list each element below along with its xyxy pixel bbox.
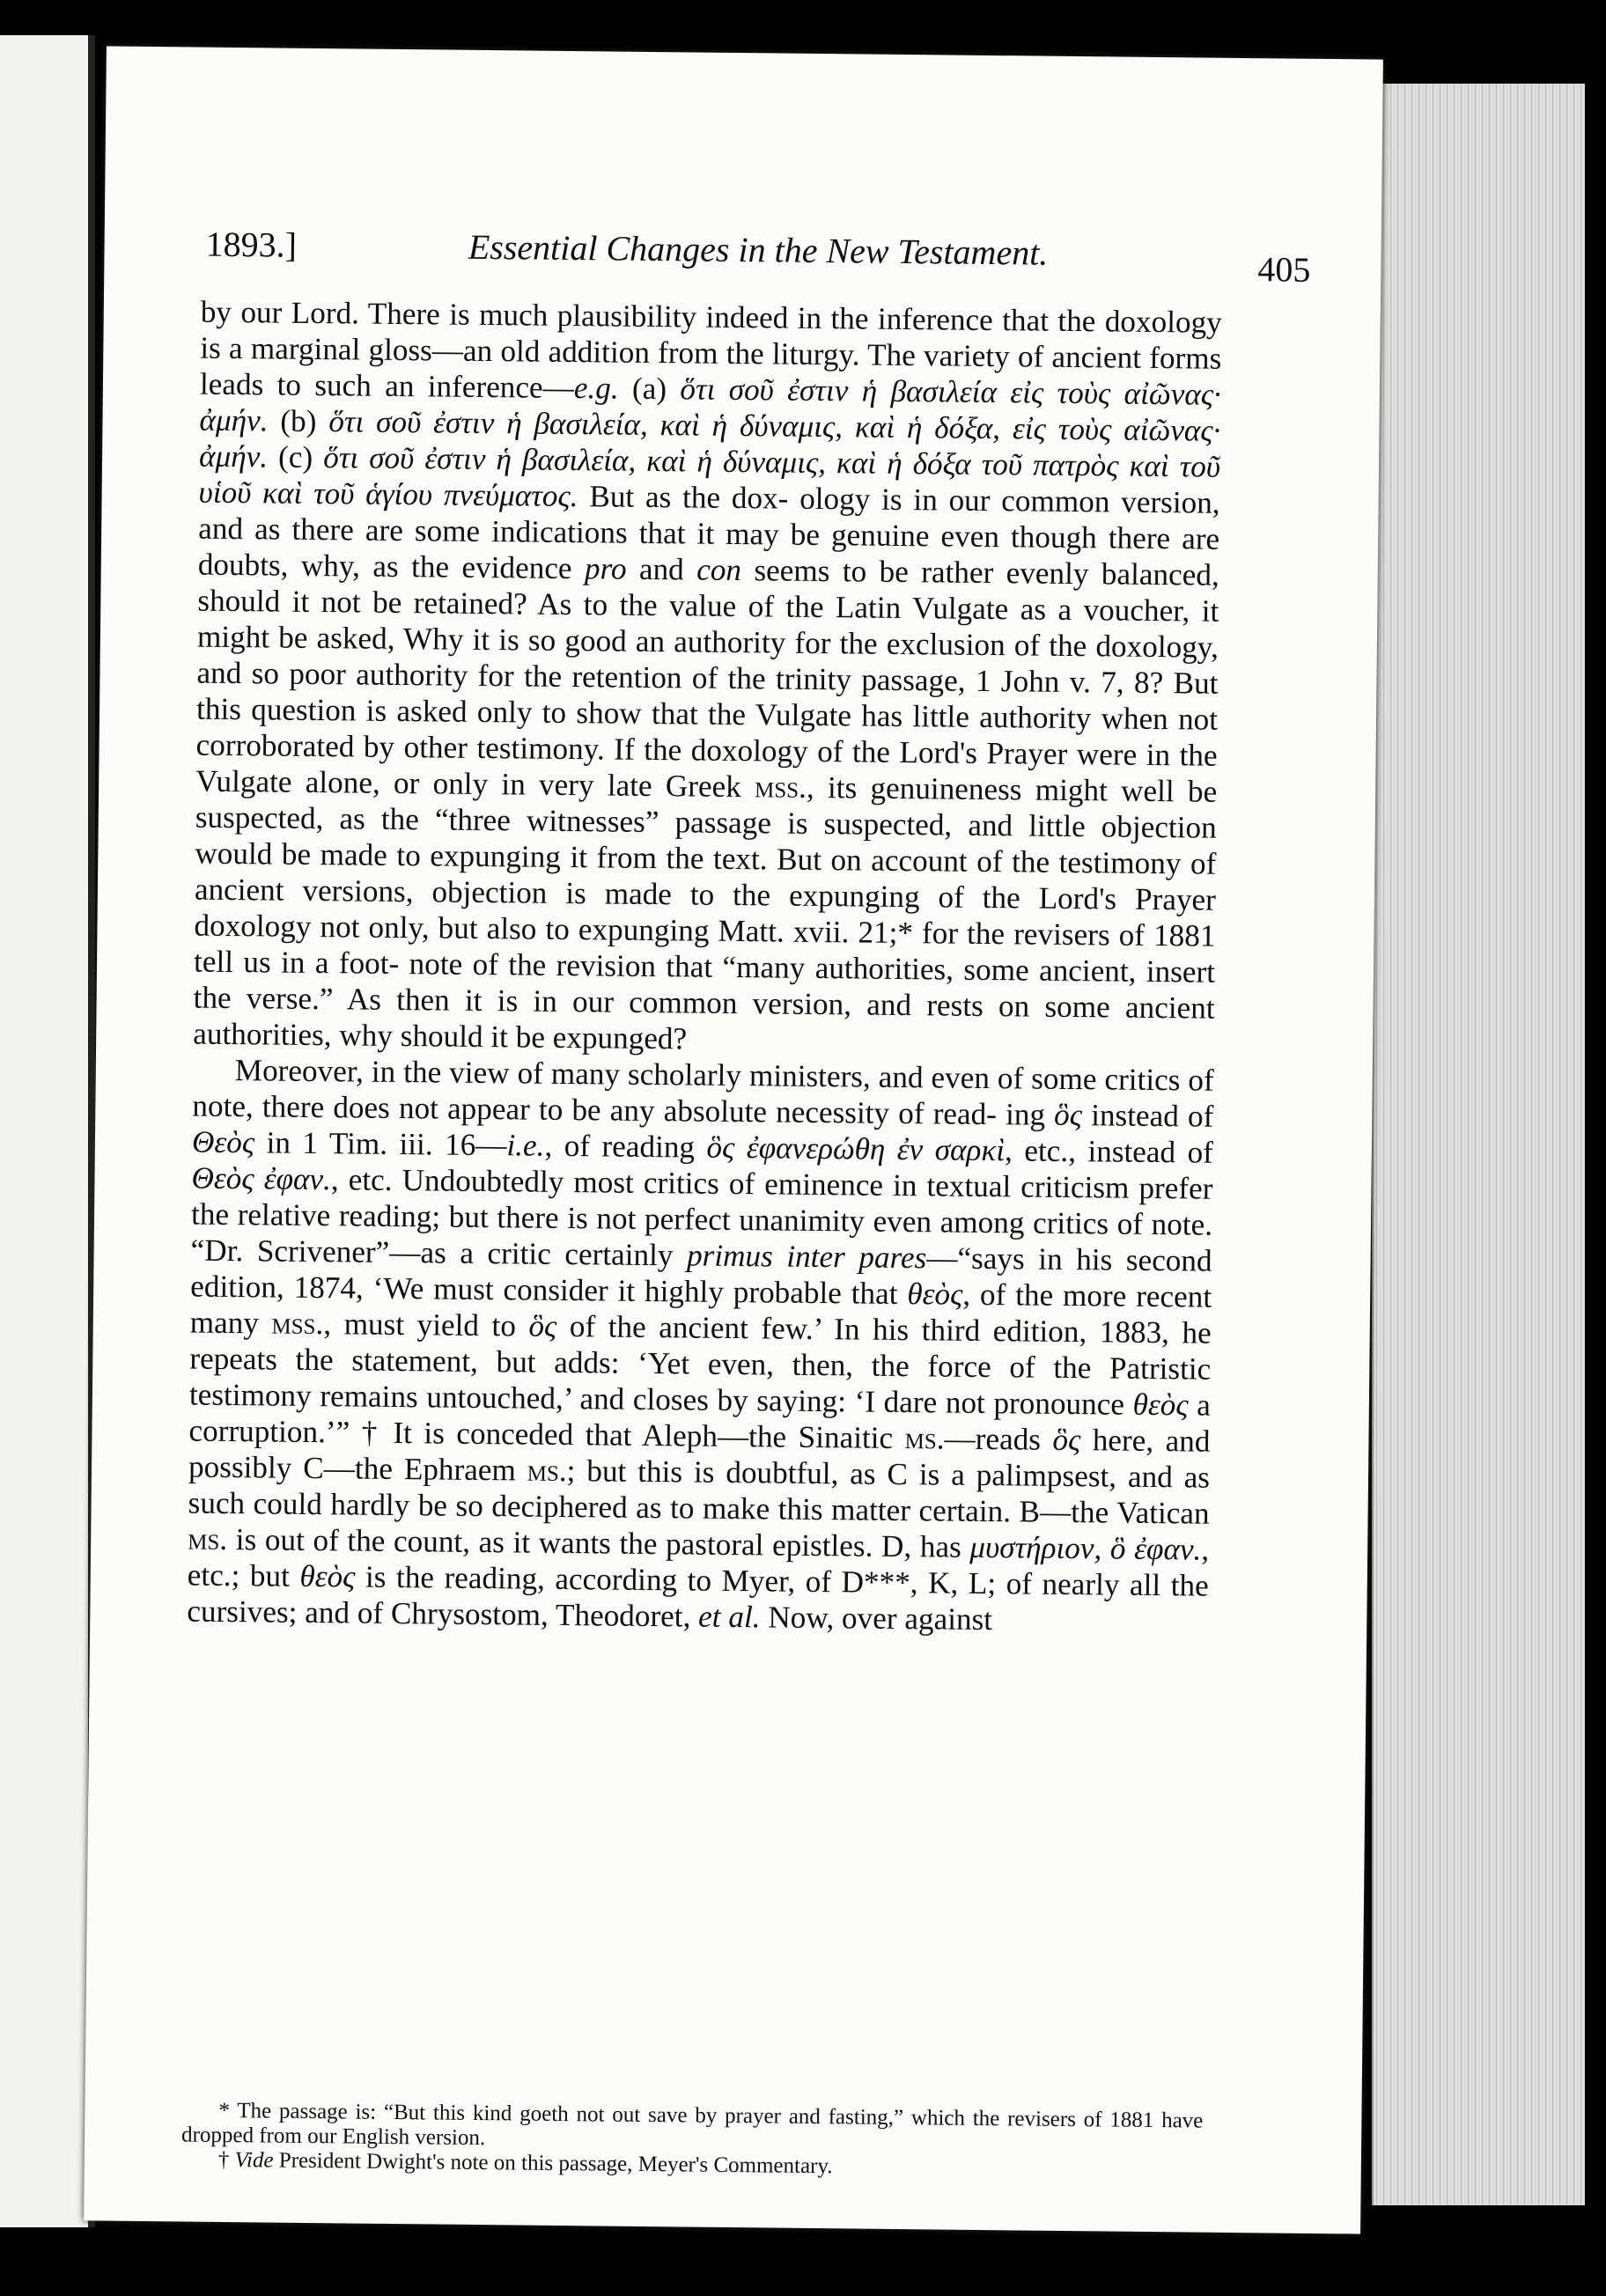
running-header	[205, 215, 1311, 288]
greek-text: ὅτι σοῦ ἐστιν ἡ βασιλεία εἰς τοὺς αἰῶνας· ἀμήν.	[199, 372, 1222, 438]
book-page	[84, 46, 1383, 2233]
body-text	[187, 294, 1222, 1640]
page-number: 405	[1257, 249, 1311, 290]
footnote-1: * The passage is: “But this kind goeth not out save by prayer and fasting,” which the revisers of 1881 have dropped from our English version.	[180, 2098, 1204, 2151]
running-title: Essential Changes in the New Testament.	[468, 226, 1049, 273]
greek-text: ὅτι σοῦ ἐστιν ἡ βασιλεία, καὶ ἡ δύναμις, καὶ ἡ δόξα τοῦ πατρὸς καὶ τοῦ υἱοῦ καὶ τοῦ ἁγίου πνεύματος.	[198, 440, 1221, 514]
header-year: 1893.]	[205, 224, 298, 265]
footnote-2: † Vide President Dwight's note on this passage, Meyer's Commentary.	[217, 2147, 833, 2179]
paragraph-2: Moreover, in the view of many scholarly ministers, and even of some critics of note, there does not appear to be any absolute necessity of read- ing ὃς instead of Θεὸς in 1 Tim. iii. 16—i.e., of reading ὃς ἐφανερώθη ἐν σαρκὶ, etc., instead of Θεὸς ἐφαν., etc. Undoubtedly most critics of eminence in textual criticism prefer the relative reading; but there is not perfect unanimity even among critics of note. “Dr. Scrivener”—as a critic certainly primus inter pares—“says in his second edition, 1874, ‘We must consider it highly probable that θεὸς, of the more recent many mss., must yield to ὃς of the ancient few.’ In his third edition, 1883, he repeats the statement, but adds: ‘Yet even, then, the force of the Patristic testimony remains untouched,’ and closes by saying: ‘I dare not pronounce θεὸς a corruption.’” † It is conceded that Aleph—the Sinaitic ms.—reads ὃς here, and possibly C—the Ephraem ms.; but this is doubtful, as C is a palimpsest, and as such could hardly be so deciphered as to make this matter certain. B—the Vatican ms. is out of the count, as it wants the pastoral epistles. D, has μυστήριον, ὃ ἐφαν., etc.; but θεὸς is the reading, according to Myer, of D***, K, L; of nearly all the cursives; and of Chrysostom, Theodoret, et al. Now, over against	[187, 1053, 1214, 1637]
facing-page-edge	[0, 35, 95, 2227]
footnotes	[181, 2098, 1204, 2182]
paragraph-1: by our Lord. There is much plausibility indeed in the inference that the doxology is a marginal gloss—an old addition from the liturgy. The variety of ancient forms leads to such an inference—e.g. (a) ὅτι σοῦ ἐστιν ἡ βασιλεία εἰς τοὺς αἰῶνας· ἀμήν. (b) ὅτι σοῦ ἐστιν ἡ βασιλεία, καὶ ἡ δύναμις, καὶ ἡ δόξα, εἰς τοὺς αἰῶνας· ἀμήν. (c) ὅτι σοῦ ἐστιν ἡ βασιλεία, καὶ ἡ δύναμις, καὶ ἡ δόξα τοῦ πατρὸς καὶ τοῦ υἱοῦ καὶ τοῦ ἁγίου πνεύματος. But as the dox- ology is in our common version, and as there are some indications that it may be genuine even though there are doubts, why, as the evidence pro and con seems to be rather evenly balanced, should it not be retained? As to the value of the Latin Vulgate as a voucher, it might be asked, Why it is so good an authority for the exclusion of the doxology, and so poor authority for the retention of the trinity passage, 1 John v. 7, 8? But this question is asked only to show that the Vulgate has little authority when not corroborated by other testimony. If the doxology of the Lord's Prayer were in the Vulgate alone, or only in very late Greek mss., its genuineness might well be suspected, as the “three witnesses” passage is suspected, and little objection would be made to expunging it from the text. But on account of the testimony of ancient versions, objection is made to the expunging of the Lord's Prayer doxology not only, but also to expunging Matt. xvii. 21;* for the revisers of 1881 tell us in a foot- note of the revision that “many authorities, some ancient, insert the verse.” As then it is in our common version, and rests on some ancient authorities, why should it be expunged?	[193, 294, 1222, 1056]
page-stack-edge	[1372, 84, 1585, 2205]
greek-text: ὅτι σοῦ ἐστιν ἡ βασιλεία, καὶ ἡ δύναμις, καὶ ἡ δόξα, εἰς τοὺς αἰῶνας· ἀμήν.	[198, 404, 1221, 475]
